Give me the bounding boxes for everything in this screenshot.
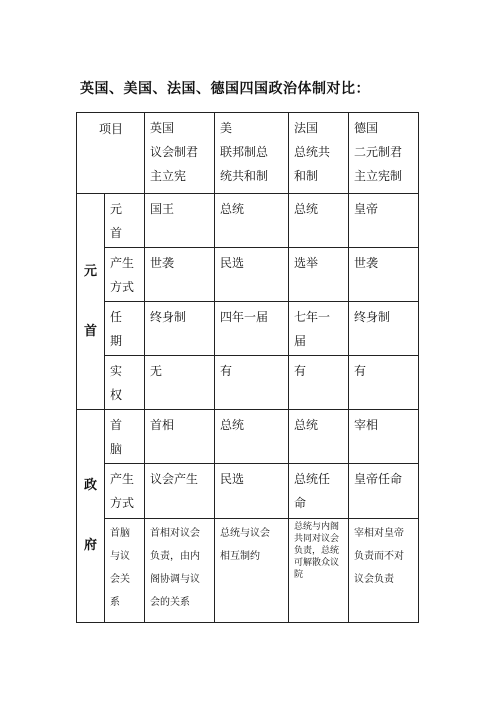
cell-de: 终身制 [349, 302, 419, 356]
cell-uk: 终身制 [145, 302, 215, 356]
cell-us: 总统 [215, 410, 289, 464]
table-row [77, 410, 419, 464]
header-us-cell: 美 联邦制总 统共和制 [215, 113, 289, 194]
row-label: 实 权 [105, 356, 145, 410]
row-label: 首 脑 [105, 410, 145, 464]
group-label: 元 首 [83, 263, 97, 339]
cell-fr: 选举 [289, 248, 349, 302]
group-government [77, 410, 105, 623]
header-row [77, 113, 419, 194]
cell-us: 总统与议会 相互制约 [215, 519, 289, 623]
header-item-cell: 项目 [77, 113, 145, 194]
table-row [77, 356, 419, 410]
cell-fr: 总统任 命 [289, 464, 349, 519]
row-label: 首脑 与议 会关 系 [105, 519, 145, 623]
cell-us: 民选 [215, 464, 289, 519]
table-row [77, 248, 419, 302]
cell-uk: 首相对议会 负责，由内 阁协调与议 会的关系 [145, 519, 215, 623]
group-head-of-state [77, 194, 105, 410]
table-row [77, 194, 419, 248]
cell-uk: 议会产生 [145, 464, 215, 519]
table-row [77, 464, 419, 519]
cell-de: 皇帝任命 [349, 464, 419, 519]
row-label: 元 首 [105, 194, 145, 248]
cell-fr: 有 [289, 356, 349, 410]
group-label: 政 府 [83, 478, 97, 553]
cell-uk: 无 [145, 356, 215, 410]
cell-de: 皇帝 [349, 194, 419, 248]
comparison-table [76, 112, 419, 623]
cell-uk: 首相 [145, 410, 215, 464]
cell-de: 宰相 [349, 410, 419, 464]
table-row [77, 302, 419, 356]
header-de-cell: 德国 二元制君 主立宪制 [349, 113, 419, 194]
cell-uk: 世袭 [145, 248, 215, 302]
row-label: 产生 方式 [105, 464, 145, 519]
cell-de: 世袭 [349, 248, 419, 302]
cell-fr: 总统 [289, 410, 349, 464]
cell-us: 总统 [215, 194, 289, 248]
cell-fr: 总统 [289, 194, 349, 248]
header-uk-cell: 英国 议会制君 主立宪 [145, 113, 215, 194]
cell-us: 民选 [215, 248, 289, 302]
cell-us: 四年一届 [215, 302, 289, 356]
row-label: 任 期 [105, 302, 145, 356]
page-title: 英国、美国、法国、德国四国政治体制对比： [80, 81, 370, 97]
cell-de: 有 [349, 356, 419, 410]
cell-fr: 总统与内阁 共同对议会 负责，总统 可解散众议 院 [289, 519, 349, 623]
cell-us: 有 [215, 356, 289, 410]
cell-uk: 国王 [145, 194, 215, 248]
cell-fr: 七年一 届 [289, 302, 349, 356]
header-fr-cell: 法国 总统共 和制 [289, 113, 349, 194]
cell-de: 宰相对皇帝 负责而不对 议会负责 [349, 519, 419, 623]
row-label: 产生 方式 [105, 248, 145, 302]
table-row [77, 519, 419, 623]
